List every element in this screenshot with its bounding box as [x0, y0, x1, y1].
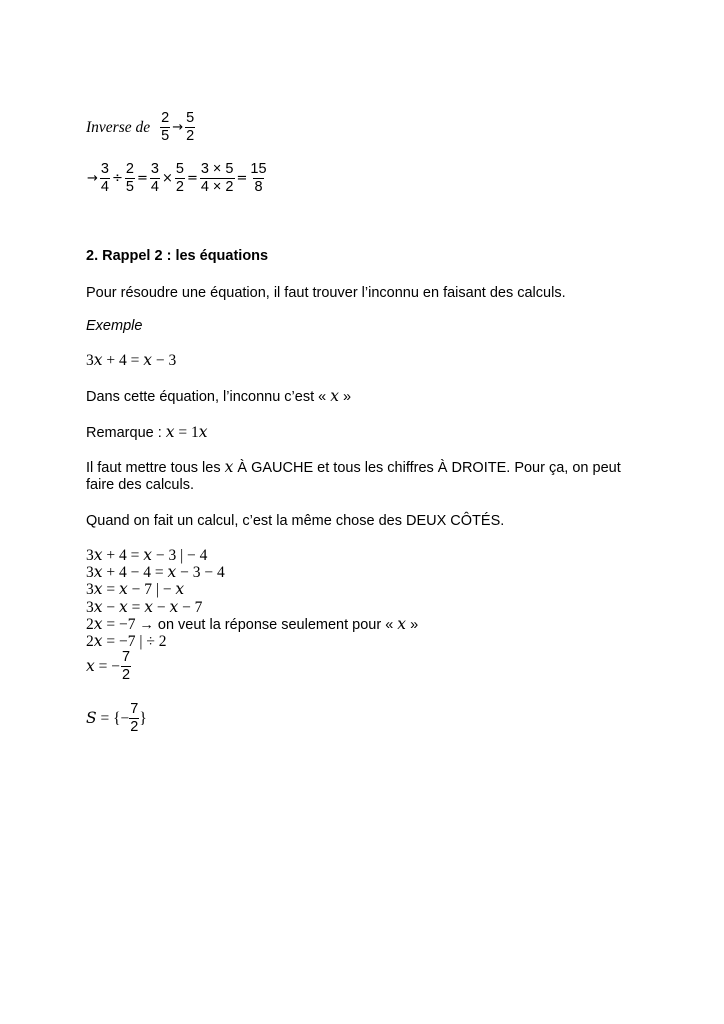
equation-steps — [86, 547, 418, 650]
rule-paragraph: Il faut mettre tous les 𝑥 À GAUCHE et tous les chiffres À DROITE. Pour ça, on peut — [86, 459, 621, 476]
both-sides-paragraph: Quand on fait un calcul, c’est la même chose des DEUX CÔTÉS. — [86, 513, 505, 529]
step-1: 3𝑥 + 4 = 𝑥 − 3 | − 4 — [86, 547, 208, 564]
fraction-five-halves: $\frac{5}{2}$ — [186, 110, 195, 144]
fraction-b: $\frac{2}{5}$ — [125, 161, 134, 195]
remark-paragraph: Remarque : 𝑥 = 1𝑥 — [86, 424, 208, 441]
intro-paragraph: Pour résoudre une équation, il faut trouver l’inconnu en faisant des calculs. — [86, 285, 566, 301]
fraction-c: $\frac{3}{4}$ — [150, 161, 159, 195]
step-4: 3𝑥 − 𝑥 = 𝑥 − 𝑥 − 7 — [86, 598, 203, 616]
step-6: 2𝑥 = −7 | ÷ 2 — [86, 632, 167, 650]
unknown-paragraph: Dans cette équation, l’inconnu c’est « 𝑥 » — [86, 388, 352, 405]
inverse-line — [86, 111, 196, 144]
fraction-e: $\frac{3 \times 5}{4 \times 2}$ — [200, 161, 234, 195]
arrow-icon: → — [87, 171, 98, 186]
divide-sign: ÷ — [111, 171, 123, 186]
equals-sign: = — [186, 171, 198, 186]
fraction-solution: $\frac{7}{2}$ — [130, 701, 139, 735]
remark-math: 𝑥 = 1𝑥 — [165, 424, 208, 441]
example-equation: 3𝑥 + 4 = 𝑥 − 3 — [86, 352, 177, 369]
fraction-d: $\frac{5}{2}$ — [175, 161, 184, 195]
fraction-two-fifths: $\frac{2}{5}$ — [161, 110, 170, 144]
rule-paragraph-line2: faire des calculs. — [86, 477, 194, 493]
arrow-icon: → — [139, 616, 154, 633]
variable-x: 𝑥 — [224, 459, 234, 476]
fraction-f: $\frac{15}{8}$ — [250, 161, 267, 195]
fraction-a: $\frac{3}{4}$ — [100, 161, 109, 195]
solution-set: 𝑆 = {− $\frac{7}{2}$ } — [86, 701, 147, 735]
equals-sign: = — [136, 171, 148, 186]
section-heading: 2. Rappel 2 : les équations — [86, 248, 269, 264]
step-2: 3𝑥 + 4 − 4 = 𝑥 − 3 − 4 — [86, 564, 225, 582]
arrow-icon: → — [172, 120, 184, 135]
fraction-result: $\frac{7}{2}$ — [121, 649, 131, 683]
inverse-label: Inverse de — [86, 119, 151, 136]
equals-sign: = — [236, 171, 248, 186]
division-line — [86, 162, 269, 195]
variable-x: 𝑥 — [330, 388, 339, 405]
times-sign: × — [161, 171, 173, 186]
variable-x: 𝑥 — [397, 615, 407, 633]
step-3: 3𝑥 = 𝑥 − 7 | − 𝑥 — [86, 581, 185, 599]
step-5: 2𝑥 = −7 → on veut la réponse seulement pour « 𝑥 » — [86, 615, 419, 633]
result-line: 𝑥 = − $\frac{7}{2}$ — [86, 649, 131, 683]
example-label: Exemple — [86, 318, 143, 334]
